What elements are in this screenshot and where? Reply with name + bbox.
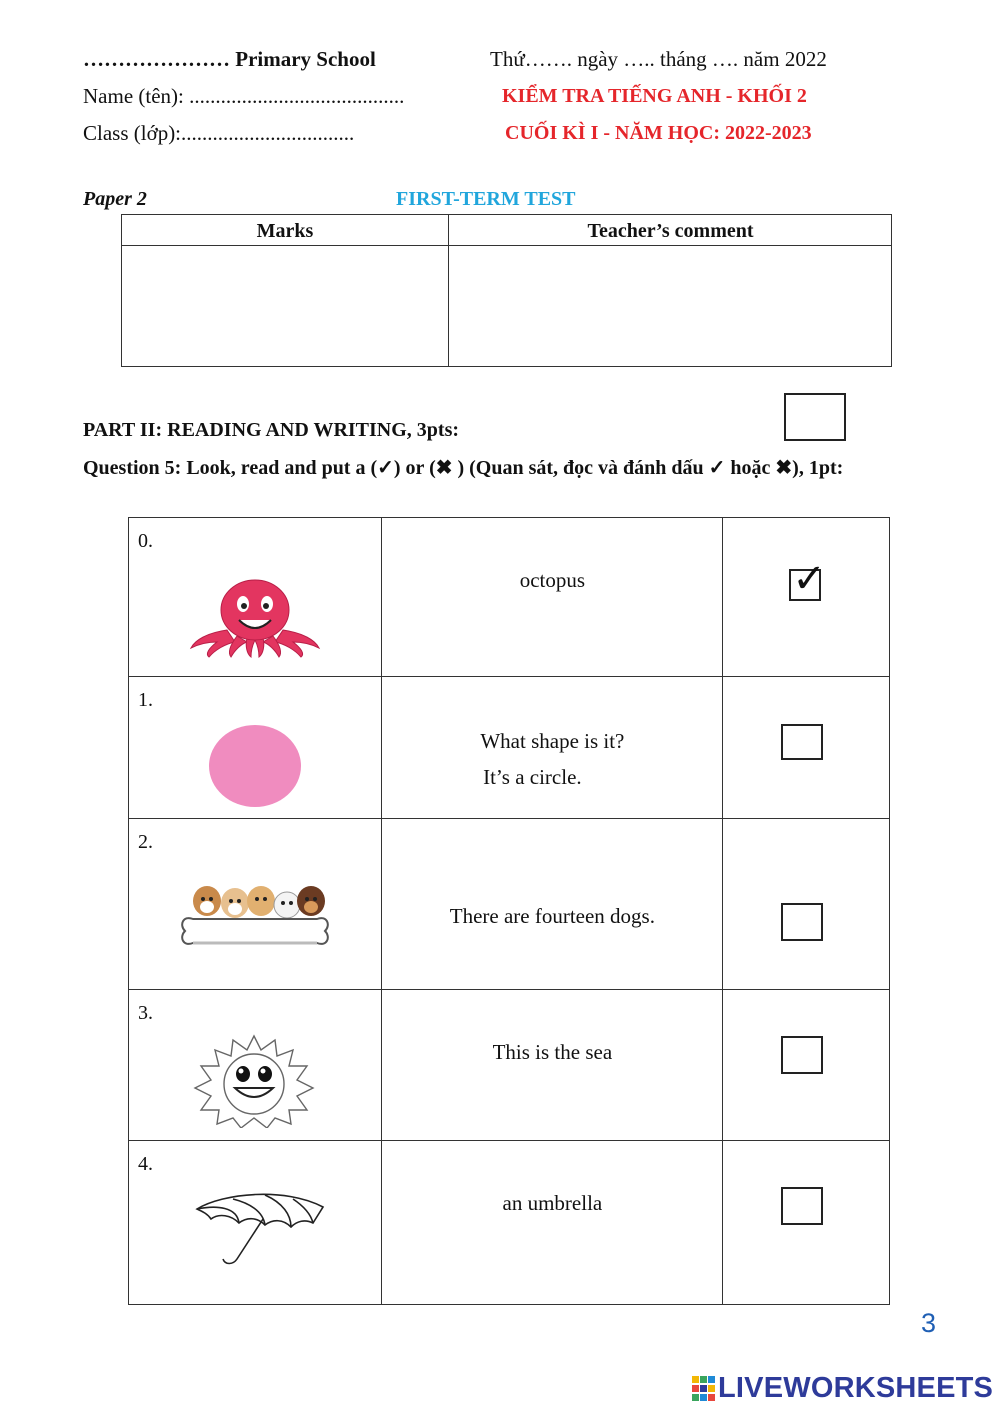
- checkmark-icon: ✓: [792, 556, 826, 602]
- sentence-text-2: It’s a circle.: [483, 765, 582, 789]
- question-5-instructions: Question 5: Look, read and put a (✓) or (✖ ) (Quan sát, đọc và đánh dấu ✓ hoặc ✖), 1pt:: [83, 457, 844, 479]
- answer-cell: [723, 990, 890, 1141]
- sentence-text: octopus: [519, 568, 586, 592]
- sun-icon: [191, 1034, 317, 1128]
- date-line: Thứ……. ngày ….. tháng …. năm 2022: [490, 47, 827, 71]
- name-line: Name (tên): .........................................: [83, 84, 405, 108]
- exam-title-line1: KIỂM TRA TIẾNG ANH - KHỐI 2: [502, 85, 807, 107]
- octopus-icon: [187, 578, 323, 658]
- liveworksheets-logo-icon: [692, 1376, 716, 1402]
- answer-cell: [723, 518, 890, 677]
- answer-cell: [723, 677, 890, 819]
- sentence-cell: [382, 990, 723, 1141]
- page-number: 3: [921, 1308, 937, 1338]
- answer-cell: [723, 819, 890, 990]
- marks-table: [121, 214, 892, 367]
- sentence-text: an umbrella: [502, 1191, 603, 1215]
- table-row: [129, 1141, 890, 1305]
- teacher-comment-header: Teacher’s comment: [448, 215, 892, 246]
- answer-checkbox[interactable]: [781, 903, 823, 941]
- answer-checkbox[interactable]: [781, 724, 823, 760]
- answer-checkbox[interactable]: [789, 556, 826, 602]
- table-row: [129, 990, 890, 1141]
- school-line: ………………… Primary School: [83, 47, 376, 71]
- answer-checkbox[interactable]: [781, 1187, 823, 1225]
- marks-header: Marks: [122, 215, 448, 246]
- item-number: 3.: [138, 1002, 153, 1024]
- item-number: 0.: [138, 530, 153, 552]
- picture-cell: [129, 819, 382, 990]
- sentence-cell: [382, 1141, 723, 1305]
- answer-checkbox[interactable]: [781, 1036, 823, 1074]
- question-table: [128, 517, 890, 1305]
- exam-title-line2: CUỐI KÌ I - NĂM HỌC: 2022-2023: [505, 122, 812, 144]
- part-score-box[interactable]: [784, 393, 846, 441]
- dogs-on-bone-icon: [179, 879, 331, 961]
- class-line: Class (lớp):.................................: [83, 121, 355, 145]
- sentence-cell: [382, 518, 723, 677]
- liveworksheets-brand[interactable]: LIVEWORKSHEETS: [718, 1372, 994, 1404]
- item-number: 2.: [138, 831, 153, 853]
- picture-cell: [129, 677, 382, 819]
- test-title: FIRST-TERM TEST: [396, 188, 576, 210]
- table-row: [129, 819, 890, 990]
- paper-label: Paper 2: [83, 188, 147, 210]
- teacher-comment-cell[interactable]: [448, 246, 891, 366]
- table-row: [129, 518, 890, 677]
- picture-cell: [129, 518, 382, 677]
- sentence-text: There are fourteen dogs.: [449, 904, 655, 928]
- umbrella-icon: [193, 1189, 327, 1269]
- sentence-text: What shape is it?: [480, 729, 625, 753]
- table-row: [129, 677, 890, 819]
- picture-cell: [129, 1141, 382, 1305]
- marks-cell[interactable]: [122, 246, 448, 366]
- answer-cell: [723, 1141, 890, 1305]
- picture-cell: [129, 990, 382, 1141]
- item-number: 4.: [138, 1153, 153, 1175]
- sentence-cell: [382, 819, 723, 990]
- pink-circle: [207, 723, 303, 809]
- sentence-text: This is the sea: [492, 1040, 613, 1064]
- item-number: 1.: [138, 689, 153, 711]
- part-title: PART II: READING AND WRITING, 3pts:: [83, 419, 460, 441]
- sentence-cell: [382, 677, 723, 819]
